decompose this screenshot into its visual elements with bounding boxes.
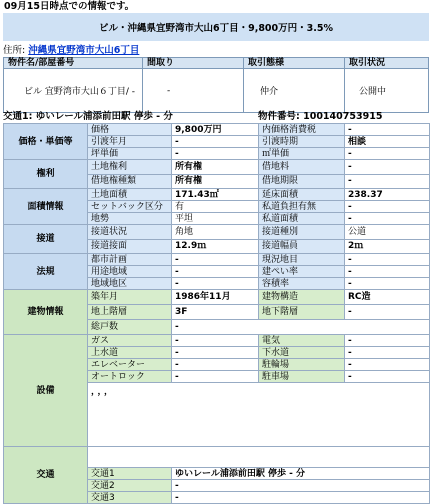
transaction-type: 仲介 bbox=[244, 69, 345, 113]
label-handover-time: 引渡時期 bbox=[259, 136, 345, 148]
label-sqm-price: ㎡単価 bbox=[259, 148, 345, 160]
value-setback: 有 bbox=[172, 201, 259, 213]
label-bicycle-parking: 駐輪場 bbox=[259, 359, 345, 371]
label-transport-1: 交通1 bbox=[88, 468, 172, 480]
layout-value: - bbox=[143, 69, 244, 113]
label-land-rights: 土地権利 bbox=[88, 160, 172, 175]
value-floor-ratio: - bbox=[345, 278, 430, 290]
table-row bbox=[4, 254, 430, 266]
label-built-date: 築年月 bbox=[88, 290, 172, 305]
label-floor-ratio: 容積率 bbox=[259, 278, 345, 290]
label-floors-below: 地下階層 bbox=[259, 305, 345, 320]
section-building: 建物情報 bbox=[4, 290, 88, 335]
value-terrain: 平坦 bbox=[172, 213, 259, 225]
address-line bbox=[3, 45, 139, 56]
value-sqm-price: - bbox=[345, 148, 430, 160]
label-parking: 駐車場 bbox=[259, 371, 345, 383]
value-road-type: 公道 bbox=[345, 225, 430, 240]
value-floor-area: 238.37 bbox=[345, 189, 430, 201]
table-row bbox=[4, 189, 430, 201]
value-road-frontage: 12.9ｍ bbox=[172, 239, 259, 254]
value-tax: - bbox=[345, 124, 430, 136]
label-gas: ガス bbox=[88, 335, 172, 347]
label-elevator: エレベーター bbox=[88, 359, 172, 371]
station-text: 交通1: ゆいレール浦添前田駅 停歩 - 分 bbox=[3, 111, 173, 122]
table-row bbox=[4, 225, 430, 240]
header-property-name: 物件名/部屋番号 bbox=[4, 58, 143, 69]
value-elevator: - bbox=[172, 359, 259, 371]
label-land-area: 土地面積 bbox=[88, 189, 172, 201]
value-city-planning: - bbox=[172, 254, 259, 266]
label-floor-area: 延床面積 bbox=[259, 189, 345, 201]
label-tsubo-price: 坪単価 bbox=[88, 148, 172, 160]
label-road-status: 接道状況 bbox=[88, 225, 172, 240]
transport-spacer bbox=[88, 447, 430, 468]
label-handover-month: 引渡年月 bbox=[88, 136, 172, 148]
value-water: - bbox=[172, 347, 259, 359]
summary-header-row bbox=[4, 58, 429, 69]
property-number: 物件番号: 100140753915 bbox=[258, 111, 383, 122]
table-row bbox=[4, 447, 430, 468]
label-ground-rent: 借地料 bbox=[259, 160, 345, 175]
header-layout: 間取り bbox=[143, 58, 244, 69]
table-row bbox=[4, 290, 430, 305]
label-road-type: 接道種別 bbox=[259, 225, 345, 240]
label-private-road-area: 私道面積 bbox=[259, 213, 345, 225]
table-row bbox=[4, 124, 430, 136]
value-bicycle-parking: - bbox=[345, 359, 430, 371]
header-transaction-type: 取引態様 bbox=[244, 58, 345, 69]
section-price: 価格・単価等 bbox=[4, 124, 88, 160]
value-structure: RC造 bbox=[345, 290, 430, 305]
value-transport-2: - bbox=[172, 480, 430, 492]
value-built-date: 1986年11月 bbox=[172, 290, 259, 305]
section-rights: 権利 bbox=[4, 160, 88, 189]
label-autolock: オートロック bbox=[88, 371, 172, 383]
label-total-units: 総戸数 bbox=[88, 320, 172, 335]
value-price: 9,800万円 bbox=[172, 124, 259, 136]
label-coverage-ratio: 建ぺい率 bbox=[259, 266, 345, 278]
value-land-rights: 所有権 bbox=[172, 160, 259, 175]
value-transport-1: ゆいレール浦添前田駅 停歩 - 分 bbox=[172, 468, 430, 480]
summary-table bbox=[3, 57, 429, 113]
value-use-district: - bbox=[172, 266, 259, 278]
value-total-units: - bbox=[172, 320, 430, 335]
header-transaction-status: 取引状況 bbox=[345, 58, 429, 69]
label-tax: 内価格消費税 bbox=[259, 124, 345, 136]
detail-table bbox=[3, 123, 430, 504]
label-lease-term: 借地期限 bbox=[259, 174, 345, 189]
value-zone-district: - bbox=[172, 278, 259, 290]
section-area: 面積情報 bbox=[4, 189, 88, 225]
value-lease-term: - bbox=[345, 174, 430, 189]
value-floors-below: - bbox=[345, 305, 430, 320]
value-floors-above: 3F bbox=[172, 305, 259, 320]
value-sewer: - bbox=[345, 347, 430, 359]
label-land-category: 現況地目 bbox=[259, 254, 345, 266]
value-road-width: 2ｍ bbox=[345, 239, 430, 254]
property-banner: ビル・沖縄県宜野湾市大山6丁目・9,800万円・3.5% bbox=[3, 13, 429, 41]
label-use-district: 用途地域 bbox=[88, 266, 172, 278]
label-sewer: 下水道 bbox=[259, 347, 345, 359]
label-private-road: 私道負担有無 bbox=[259, 201, 345, 213]
value-tsubo-price: - bbox=[172, 148, 259, 160]
update-notice: 09月15日時点での情報です。 bbox=[4, 1, 135, 12]
value-ground-rent: - bbox=[345, 160, 430, 175]
table-row bbox=[4, 335, 430, 347]
facility-note: ，，， bbox=[88, 383, 430, 447]
section-law: 法規 bbox=[4, 254, 88, 290]
label-transport-3: 交通3 bbox=[88, 492, 172, 504]
label-road-frontage: 接道接面 bbox=[88, 239, 172, 254]
value-gas: - bbox=[172, 335, 259, 347]
address-label: 住所: bbox=[3, 45, 29, 56]
section-facilities: 設備 bbox=[4, 335, 88, 447]
value-coverage-ratio: - bbox=[345, 266, 430, 278]
label-structure: 建物構造 bbox=[259, 290, 345, 305]
value-handover-month: - bbox=[172, 136, 259, 148]
label-transport-2: 交通2 bbox=[88, 480, 172, 492]
value-road-status: 角地 bbox=[172, 225, 259, 240]
value-private-road: - bbox=[345, 201, 430, 213]
label-setback: セットバック区分 bbox=[88, 201, 172, 213]
label-zone-district: 地域地区 bbox=[88, 278, 172, 290]
section-road: 接道 bbox=[4, 225, 88, 254]
value-transport-3: - bbox=[172, 492, 430, 504]
station-line bbox=[3, 111, 429, 122]
label-electricity: 電気 bbox=[259, 335, 345, 347]
value-land-area: 171.43㎡ bbox=[172, 189, 259, 201]
section-transport: 交通 bbox=[4, 447, 88, 504]
label-road-width: 接道幅員 bbox=[259, 239, 345, 254]
label-leasehold-type: 借地権種類 bbox=[88, 174, 172, 189]
address-link[interactable]: 沖縄県宜野湾市大山6丁目 bbox=[28, 45, 140, 56]
table-row bbox=[4, 160, 430, 175]
label-terrain: 地勢 bbox=[88, 213, 172, 225]
value-electricity: - bbox=[345, 335, 430, 347]
label-price: 価格 bbox=[88, 124, 172, 136]
value-parking: - bbox=[345, 371, 430, 383]
value-handover-time: 相談 bbox=[345, 136, 430, 148]
transaction-status: 公開中 bbox=[345, 69, 429, 113]
value-autolock: - bbox=[172, 371, 259, 383]
summary-row bbox=[4, 69, 429, 113]
value-private-road-area: - bbox=[345, 213, 430, 225]
label-floors-above: 地上階層 bbox=[88, 305, 172, 320]
value-land-category: - bbox=[345, 254, 430, 266]
value-leasehold-type: 所有権 bbox=[172, 174, 259, 189]
label-city-planning: 都市計画 bbox=[88, 254, 172, 266]
property-name: ビル 宜野湾市大山６丁目/ - bbox=[4, 69, 143, 113]
label-water: 上水道 bbox=[88, 347, 172, 359]
